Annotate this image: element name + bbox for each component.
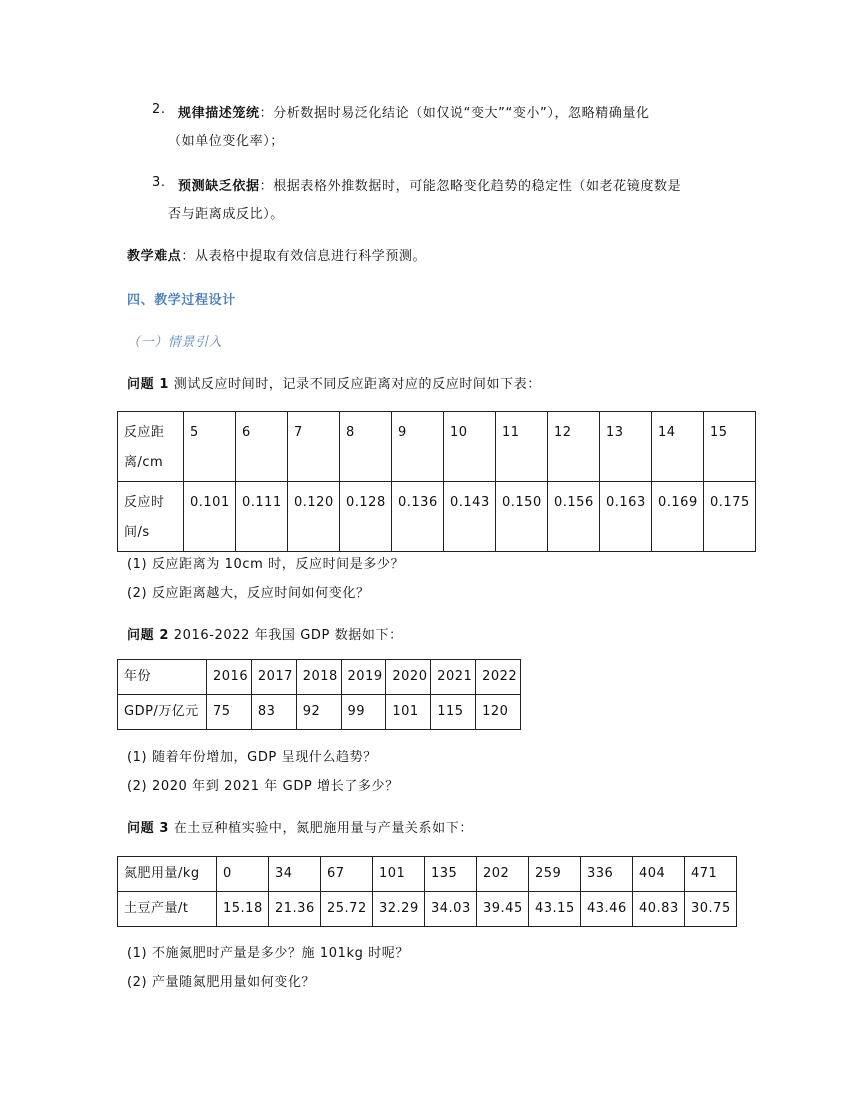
question-text: 2016-2022 年我国 GDP 数据如下： — [168, 628, 403, 643]
table-cell: 25.72 — [321, 892, 373, 927]
table-row — [118, 482, 756, 552]
table-cell: 471 — [685, 857, 737, 892]
table-cell: 43.46 — [581, 892, 633, 927]
table-cell: 8 — [340, 412, 392, 482]
question-label: 问题 1 — [127, 377, 169, 392]
difficulty-text: ：从表格中提取有效信息进行科学预测。 — [181, 249, 427, 264]
table-cell: 83 — [251, 695, 296, 730]
table-cell: 11 — [496, 412, 548, 482]
table-row — [118, 412, 756, 482]
table-cell: 2018 — [296, 660, 341, 695]
table-cell: 10 — [444, 412, 496, 482]
table-head-cell: 土豆产量/t — [118, 892, 217, 927]
table-head-cell: 反应距 离/cm — [118, 412, 184, 482]
table-cell: 101 — [386, 695, 431, 730]
table-cell: 0 — [217, 857, 269, 892]
table-cell: 2017 — [251, 660, 296, 695]
table-cell: 404 — [633, 857, 685, 892]
table-cell: 0.150 — [496, 482, 548, 552]
table-cell: 135 — [425, 857, 477, 892]
question-text: 测试反应时间时，记录不同反应距离对应的反应时间如下表： — [168, 377, 541, 392]
table-cell: 0.111 — [236, 482, 288, 552]
question-3 — [127, 817, 473, 836]
table-cell: 99 — [341, 695, 386, 730]
list-item-bold: 规律描述笼统 — [178, 106, 260, 121]
table-head-cell: GDP/万亿元 — [118, 695, 207, 730]
sub-question: (2) 反应距离越大，反应时间如何变化？ — [127, 586, 370, 601]
table-cell: 0.101 — [184, 482, 236, 552]
table-cell: 7 — [288, 412, 340, 482]
reaction-time-table — [117, 411, 756, 552]
table-row — [118, 695, 521, 730]
table-cell: 39.45 — [477, 892, 529, 927]
table-cell: 0.175 — [704, 482, 756, 552]
list-number: 2. — [152, 102, 166, 117]
potato-yield-table — [117, 856, 737, 927]
list-item — [178, 175, 681, 194]
table-cell: 5 — [184, 412, 236, 482]
question-text: 在土豆种植实验中，氮肥施用量与产量关系如下： — [168, 821, 473, 836]
list-item-cont: 否与距离成反比）。 — [168, 207, 284, 222]
table-cell: 2020 — [386, 660, 431, 695]
list-item — [178, 102, 650, 121]
table-cell: 34 — [269, 857, 321, 892]
table-row — [118, 892, 737, 927]
list-item-text: ：分析数据时易泛化结论（如仅说“变大”“变小”），忽略精确量化 — [259, 106, 650, 121]
table-cell: 30.75 — [685, 892, 737, 927]
list-item-bold: 预测缺乏依据 — [178, 179, 260, 194]
difficulty-label: 教学难点 — [127, 249, 182, 264]
table-row — [118, 660, 521, 695]
table-head-cell: 反应时 间/s — [118, 482, 184, 552]
table-cell: 0.120 — [288, 482, 340, 552]
sub-question: (2) 产量随氮肥用量如何变化？ — [127, 975, 316, 990]
table-cell: 115 — [431, 695, 476, 730]
table-cell: 92 — [296, 695, 341, 730]
table-cell: 21.36 — [269, 892, 321, 927]
table-cell: 14 — [652, 412, 704, 482]
table-cell: 15 — [704, 412, 756, 482]
table-cell: 32.29 — [373, 892, 425, 927]
table-cell: 34.03 — [425, 892, 477, 927]
table-cell: 15.18 — [217, 892, 269, 927]
subsection-title: （一）情景引入 — [127, 335, 223, 350]
table-cell: 336 — [581, 857, 633, 892]
question-2 — [127, 624, 403, 643]
table-cell: 0.156 — [548, 482, 600, 552]
table-cell: 0.136 — [392, 482, 444, 552]
list-item-text: ：根据表格外推数据时，可能忽略变化趋势的稳定性（如老花镜度数是 — [259, 179, 682, 194]
table-cell: 43.15 — [529, 892, 581, 927]
sub-question: (1) 随着年份增加，GDP 呈现什么趋势？ — [127, 750, 377, 765]
table-cell: 120 — [476, 695, 521, 730]
table-row — [118, 857, 737, 892]
sub-question: (1) 不施氮肥时产量是多少？施 101kg 时呢？ — [127, 946, 410, 961]
table-cell: 75 — [207, 695, 252, 730]
table-cell: 2021 — [431, 660, 476, 695]
table-cell: 0.163 — [600, 482, 652, 552]
gdp-table — [117, 659, 521, 730]
teaching-difficulty — [127, 245, 426, 264]
sub-question: (1) 反应距离为 10cm 时，反应时间是多少？ — [127, 557, 405, 572]
table-cell: 9 — [392, 412, 444, 482]
table-cell: 2019 — [341, 660, 386, 695]
question-1 — [127, 373, 541, 392]
table-cell: 13 — [600, 412, 652, 482]
table-cell: 6 — [236, 412, 288, 482]
table-cell: 259 — [529, 857, 581, 892]
table-head-cell: 氮肥用量/kg — [118, 857, 217, 892]
table-cell: 202 — [477, 857, 529, 892]
table-cell: 40.83 — [633, 892, 685, 927]
list-number: 3. — [152, 175, 166, 190]
table-cell: 0.128 — [340, 482, 392, 552]
table-cell: 67 — [321, 857, 373, 892]
table-cell: 101 — [373, 857, 425, 892]
table-head-cell: 年份 — [118, 660, 207, 695]
table-cell: 0.143 — [444, 482, 496, 552]
table-cell: 12 — [548, 412, 600, 482]
sub-question: (2) 2020 年到 2021 年 GDP 增长了多少？ — [127, 779, 399, 794]
table-cell: 0.169 — [652, 482, 704, 552]
table-cell: 2022 — [476, 660, 521, 695]
section-title: 四、教学过程设计 — [127, 293, 236, 308]
question-label: 问题 3 — [127, 821, 169, 836]
list-item-cont: （如单位变化率）； — [168, 134, 284, 149]
table-cell: 2016 — [207, 660, 252, 695]
question-label: 问题 2 — [127, 628, 169, 643]
